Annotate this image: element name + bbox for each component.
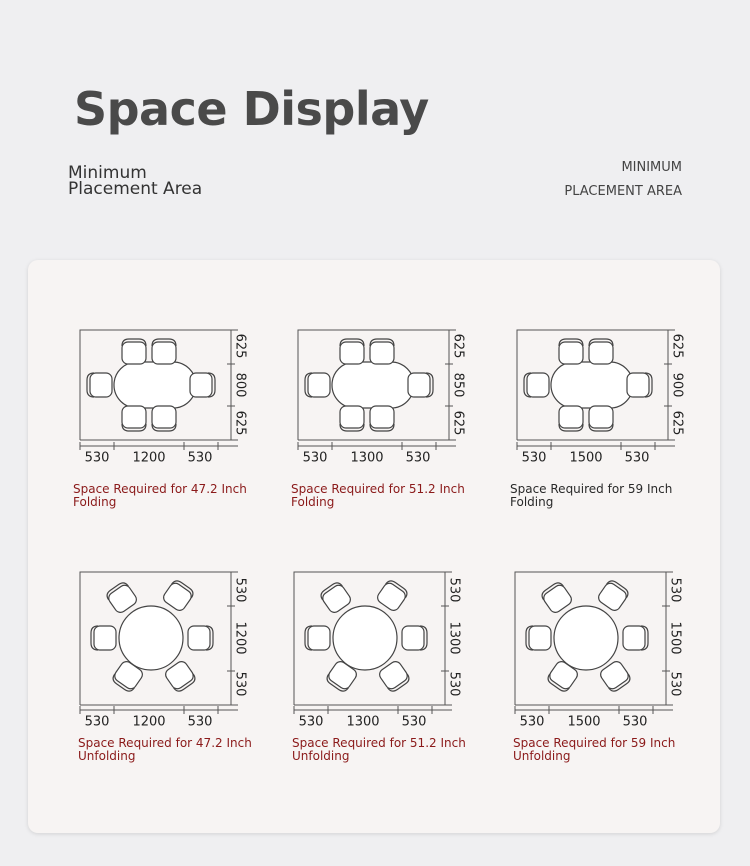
dim-left-side: 530 xyxy=(84,450,110,466)
chair-left xyxy=(526,626,551,650)
chair-top-left xyxy=(540,580,574,614)
subtitle-left xyxy=(68,165,202,197)
chair-top-right-seat xyxy=(589,342,613,364)
chair-right-seat xyxy=(623,626,645,650)
chair-bottom-right xyxy=(589,406,613,431)
chair-left xyxy=(524,373,549,397)
diagram-caption xyxy=(291,483,465,509)
chair-left xyxy=(305,373,330,397)
diagram-unfolding-47 xyxy=(78,570,258,770)
chair-top-left-seat xyxy=(106,583,138,615)
dim-top-gap: 625 xyxy=(450,333,466,359)
diagram-caption xyxy=(513,737,675,763)
diagram-caption xyxy=(510,483,672,509)
dim-right-side: 530 xyxy=(187,450,213,466)
diagram-caption-line-2: Unfolding xyxy=(513,749,571,763)
chair-top-left-seat xyxy=(320,583,352,615)
diagram-caption-line-1: Space Required for 59 Inch xyxy=(510,482,673,496)
chair-bottom-right xyxy=(370,406,394,431)
chair-top-right xyxy=(370,339,394,364)
diagram-caption-line-2: Folding xyxy=(73,495,117,509)
subtitle-right-line-2: PLACEMENT AREA xyxy=(564,184,682,199)
diagram-card xyxy=(28,260,720,833)
diagram-svg xyxy=(292,570,472,730)
chair-top-left xyxy=(319,580,353,614)
dim-top-gap: 625 xyxy=(232,333,248,359)
diagram-caption-line-1: Space Required for 47.2 Inch xyxy=(78,736,252,750)
diagram-caption-line-1: Space Required for 51.2 Inch xyxy=(291,482,465,496)
chair-left-seat xyxy=(308,373,330,397)
subtitle-right-line-1: MINIMUM xyxy=(621,160,682,175)
dim-top-side: 530 xyxy=(667,577,683,603)
diagram-caption xyxy=(78,737,252,763)
dim-left-side: 530 xyxy=(84,714,110,730)
diagram-caption-line-2: Unfolding xyxy=(78,749,136,763)
dim-bottom-side: 530 xyxy=(667,671,683,697)
dim-right-side: 530 xyxy=(405,450,431,466)
diagram-svg xyxy=(296,328,476,488)
diagram-caption-line-1: Space Required for 51.2 Inch xyxy=(292,736,466,750)
chair-right xyxy=(190,373,215,397)
diagram-caption xyxy=(292,737,466,763)
chair-left-seat xyxy=(308,626,330,650)
chair-top-left-seat xyxy=(122,342,146,364)
chair-bottom-left-seat xyxy=(122,406,146,428)
diagram-group xyxy=(294,572,462,730)
chair-left xyxy=(87,373,112,397)
dim-left-side: 530 xyxy=(519,714,545,730)
diagram-svg xyxy=(513,570,693,730)
diagram-folding-59 xyxy=(510,328,695,518)
table-shape xyxy=(554,606,618,670)
dim-table-diameter-vertical: 1500 xyxy=(667,621,683,655)
dim-table-length: 1300 xyxy=(350,450,384,466)
chair-top-left-seat xyxy=(340,342,364,364)
chair-top-right-seat xyxy=(370,342,394,364)
chair-top-left xyxy=(340,339,364,364)
chair-top-right-seat xyxy=(152,342,176,364)
dim-table-diameter: 1200 xyxy=(132,714,166,730)
subtitle-left-line-2: Placement Area xyxy=(68,179,203,199)
dim-bottom-side: 530 xyxy=(446,671,462,697)
chair-bottom-left-seat xyxy=(559,406,583,428)
dim-table-diameter: 1300 xyxy=(346,714,380,730)
chair-top-right-seat xyxy=(596,581,628,613)
dim-left-side: 530 xyxy=(521,450,547,466)
chair-right-seat xyxy=(627,373,649,397)
diagram-unfolding-51 xyxy=(292,570,472,770)
table-shape xyxy=(119,606,183,670)
chair-top-right xyxy=(375,578,409,612)
diagram-svg xyxy=(515,328,695,488)
chair-left-seat xyxy=(94,626,116,650)
chair-right xyxy=(188,626,213,650)
chair-top-right-seat xyxy=(161,581,193,613)
chair-right-seat xyxy=(402,626,424,650)
chair-bottom-left xyxy=(559,406,583,431)
diagram-caption-line-2: Folding xyxy=(510,495,554,509)
chair-left-seat xyxy=(529,626,551,650)
diagram-group xyxy=(80,572,248,730)
chair-right-seat xyxy=(190,373,212,397)
dim-right-side: 530 xyxy=(401,714,427,730)
chair-right xyxy=(408,373,433,397)
diagram-caption xyxy=(73,483,247,509)
dim-table-depth: 900 xyxy=(669,372,685,398)
diagram-group xyxy=(80,330,248,466)
chair-left xyxy=(305,626,330,650)
chair-bottom-right-seat xyxy=(589,406,613,428)
diagram-caption-line-1: Space Required for 47.2 Inch xyxy=(73,482,247,496)
chair-top-left xyxy=(105,580,139,614)
dim-table-depth: 850 xyxy=(450,372,466,398)
chair-left-seat xyxy=(90,373,112,397)
dim-table-depth: 800 xyxy=(232,372,248,398)
chair-right xyxy=(402,626,427,650)
diagram-group xyxy=(298,330,466,466)
chair-top-right-seat xyxy=(375,581,407,613)
diagram-caption-line-1: Space Required for 59 Inch xyxy=(513,736,676,750)
dim-table-diameter-vertical: 1300 xyxy=(446,621,462,655)
diagram-unfolding-59 xyxy=(513,570,693,770)
diagram-group xyxy=(515,572,683,730)
chair-bottom-right-seat xyxy=(370,406,394,428)
chair-top-right xyxy=(152,339,176,364)
dim-top-gap: 625 xyxy=(669,333,685,359)
dim-bottom-gap: 625 xyxy=(450,410,466,436)
diagram-svg xyxy=(78,328,258,488)
chair-right-seat xyxy=(188,626,210,650)
chair-top-left-seat xyxy=(541,583,573,615)
subtitle-right xyxy=(564,156,682,204)
dim-top-side: 530 xyxy=(232,577,248,603)
subtitle-left-line-1: Minimum xyxy=(68,163,147,183)
chair-left-seat xyxy=(527,373,549,397)
chair-bottom-right xyxy=(152,406,176,431)
dim-table-diameter: 1500 xyxy=(567,714,601,730)
dim-table-diameter-vertical: 1200 xyxy=(232,621,248,655)
dim-left-side: 530 xyxy=(302,450,328,466)
page-title: Space Display xyxy=(74,82,429,136)
dim-bottom-side: 530 xyxy=(232,671,248,697)
diagram-caption-line-2: Unfolding xyxy=(292,749,350,763)
table-shape xyxy=(333,606,397,670)
chair-top-left-seat xyxy=(559,342,583,364)
diagram-svg xyxy=(78,570,258,730)
chair-top-right xyxy=(596,578,630,612)
chair-top-left xyxy=(559,339,583,364)
diagram-folding-47 xyxy=(73,328,258,518)
table-shape xyxy=(114,362,196,408)
dim-right-side: 530 xyxy=(622,714,648,730)
table-shape xyxy=(332,362,414,408)
dim-right-side: 530 xyxy=(187,714,213,730)
diagram-caption-line-2: Folding xyxy=(291,495,335,509)
chair-right-seat xyxy=(408,373,430,397)
diagram-group xyxy=(517,330,685,466)
dim-right-side: 530 xyxy=(624,450,650,466)
chair-bottom-left xyxy=(122,406,146,431)
chair-top-right xyxy=(161,578,195,612)
chair-right xyxy=(627,373,652,397)
dim-bottom-gap: 625 xyxy=(669,410,685,436)
chair-top-left xyxy=(122,339,146,364)
chair-top-right xyxy=(589,339,613,364)
chair-bottom-left-seat xyxy=(340,406,364,428)
diagram-folding-51 xyxy=(291,328,476,518)
chair-bottom-right-seat xyxy=(152,406,176,428)
chair-left xyxy=(91,626,116,650)
dim-table-length: 1200 xyxy=(132,450,166,466)
chair-right xyxy=(623,626,648,650)
dim-top-side: 530 xyxy=(446,577,462,603)
chair-bottom-left xyxy=(340,406,364,431)
dim-left-side: 530 xyxy=(298,714,324,730)
dim-table-length: 1500 xyxy=(569,450,603,466)
table-shape xyxy=(551,362,633,408)
dim-bottom-gap: 625 xyxy=(232,410,248,436)
